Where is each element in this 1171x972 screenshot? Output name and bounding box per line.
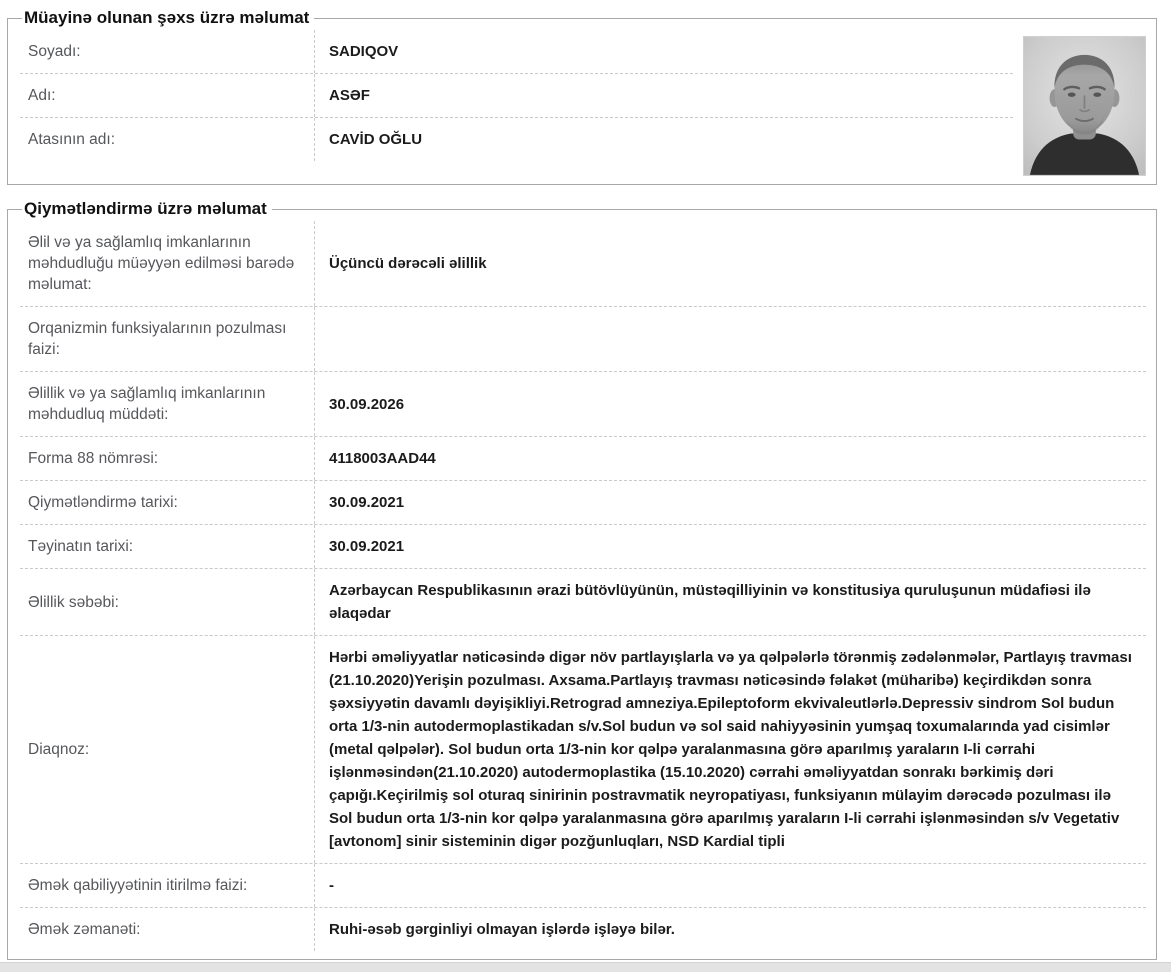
- field-value: [314, 569, 1146, 635]
- appointment-date-value: 30.09.2021: [329, 538, 405, 555]
- field-label: [20, 481, 314, 524]
- field-value: [314, 221, 1146, 306]
- field-label: [20, 74, 314, 117]
- field-label: [20, 525, 314, 568]
- disability-determination-value: Üçüncü dərəcəli əlillik: [329, 255, 487, 272]
- diagnosis-label: Diaqnoz:: [28, 741, 90, 758]
- portrait-photo: [1023, 36, 1146, 176]
- field-row-surname: [20, 30, 1013, 74]
- field-label: [20, 569, 314, 635]
- name-label: Adı:: [28, 87, 56, 104]
- work-capacity-loss-label: Əmək qabiliyyətinin itirilmə faizi:: [28, 877, 248, 894]
- assessment-date-label: Qiymətləndirmə tarixi:: [28, 494, 178, 511]
- field-value: [314, 481, 1146, 524]
- field-row-appointment-date: [20, 525, 1146, 569]
- dysfunction-percent-label: Orqanizmin funksiyalarının pozulması faizi:: [28, 320, 287, 358]
- field-row-assessment-date: [20, 481, 1146, 525]
- appointment-date-label: Təyinatın tarixi:: [28, 538, 134, 555]
- field-label: [20, 636, 314, 863]
- field-row-diagnosis: [20, 636, 1146, 864]
- field-value: [314, 30, 1013, 73]
- horizontal-scrollbar-track[interactable]: [0, 962, 1171, 972]
- diagnosis-value: Hərbi əməliyyatlar nəticəsində digər növ partlayışlarla və ya qəlpələrlə törənmiş zədələnmələr, Partlayış travması (21.10.2020)Yerişin pozulması. Axsama.Partlayış travması nəticəsində fəlakət (müharibə) keçirdikdən sonra şəxsiyyətin davamlı dəyişikliyi.Retrograd amneziya.Epileptoform ekvivaleutlərlə.Depressiv sindrom Sol budun orta 1/3-nin autodermoplastikadan s/v.Sol budun və sol said nahiyyəsinin yumşaq toxumalarında yad cisimlər (metal qəlpələr). Sol budun orta 1/3-nin kor qəlpə yaralanmasına görə aparılmış yaraların I-li cərrahi işlənməsindən(21.10.2020) autodermoplastika (15.10.2020) cərrahi əməliyyatdan sonrakı bərkimiş dəri çapığı.Keçirilmiş sol oturaq sinirinin postravmatik neyropatiyası, funksiyanın mülayim dərəcədə pozulması ilə Sol budun orta 1/3-nin kor qəlpə yaralanmasına görə aparılmış yaraların I-li cərrahi işlənməsindən s/v Vegetativ [avtonom] sinir sisteminin digər pozğunluqları, NSD Kardial tipli: [329, 649, 1132, 850]
- disability-term-value: 30.09.2026: [329, 395, 405, 413]
- field-value: [314, 908, 1146, 951]
- field-row-name: [20, 74, 1013, 118]
- field-label: [20, 908, 314, 951]
- name-value: ASƏF: [329, 87, 370, 104]
- assessment-section-title: Qiymətləndirmə üzrə məlumat: [24, 199, 267, 218]
- field-value: [314, 74, 1013, 117]
- field-value: [314, 525, 1146, 568]
- assessment-date-value: 30.09.2021: [329, 494, 405, 511]
- field-label: [20, 307, 314, 371]
- surname-label: Soyadı:: [28, 43, 81, 60]
- field-label: [20, 30, 314, 73]
- form88-number-label: Forma 88 nömrəsi:: [28, 450, 159, 467]
- person-info-section: [7, 8, 1157, 185]
- disability-cause-value: Azərbaycan Respublikasının ərazi bütövlüyünün, müstəqilliyinin və konstitusiya quruluşunun müdafiəsi ilə əlaqədar: [329, 582, 1091, 622]
- form88-number-value: 4118003AAD44: [329, 450, 436, 467]
- field-label: [20, 221, 314, 306]
- field-row-disability-cause: [20, 569, 1146, 636]
- field-row-work-guarantee: [20, 908, 1146, 951]
- field-value: [314, 307, 1146, 371]
- field-row-patronymic: [20, 118, 1013, 161]
- field-value: [314, 372, 1146, 436]
- field-value: [314, 118, 1013, 161]
- field-value: [314, 636, 1146, 863]
- field-row-dysfunction-percent: [20, 307, 1146, 372]
- disability-cause-label: Əlillik səbəbi:: [28, 593, 119, 611]
- patronymic-value: CAVİD OĞLU: [329, 131, 423, 148]
- assessment-fields: [20, 221, 1146, 951]
- patronymic-label: Atasının adı:: [28, 131, 116, 148]
- portrait-photo-image: [1024, 37, 1145, 175]
- disability-determination-label: Əlil və ya sağlamlıq imkanlarının məhdudluğu müəyyən edilməsi barədə məlumat:: [28, 234, 295, 293]
- field-row-work-capacity-loss: [20, 864, 1146, 908]
- work-guarantee-value: Ruhi-əsəb gərginliyi olmayan işlərdə işləyə bilər.: [329, 921, 675, 938]
- field-label: [20, 437, 314, 480]
- assessment-info-section: [7, 199, 1157, 960]
- field-row-disability-determination: [20, 221, 1146, 307]
- work-capacity-loss-value: -: [329, 877, 334, 894]
- surname-value: SADIQOV: [329, 43, 399, 60]
- disability-term-label: Əlillik və ya sağlamlıq imkanlarının məhdudluq müddəti:: [28, 385, 266, 423]
- field-row-form88-number: [20, 437, 1146, 481]
- field-row-disability-term: [20, 372, 1146, 437]
- field-label: [20, 372, 314, 436]
- field-value: [314, 864, 1146, 907]
- field-label: [20, 864, 314, 907]
- person-section-title: Müayinə olunan şəxs üzrə məlumat: [24, 8, 310, 27]
- field-value: [314, 437, 1146, 480]
- person-fields: [20, 30, 1013, 161]
- field-label: [20, 118, 314, 161]
- work-guarantee-label: Əmək zəmanəti:: [28, 921, 141, 938]
